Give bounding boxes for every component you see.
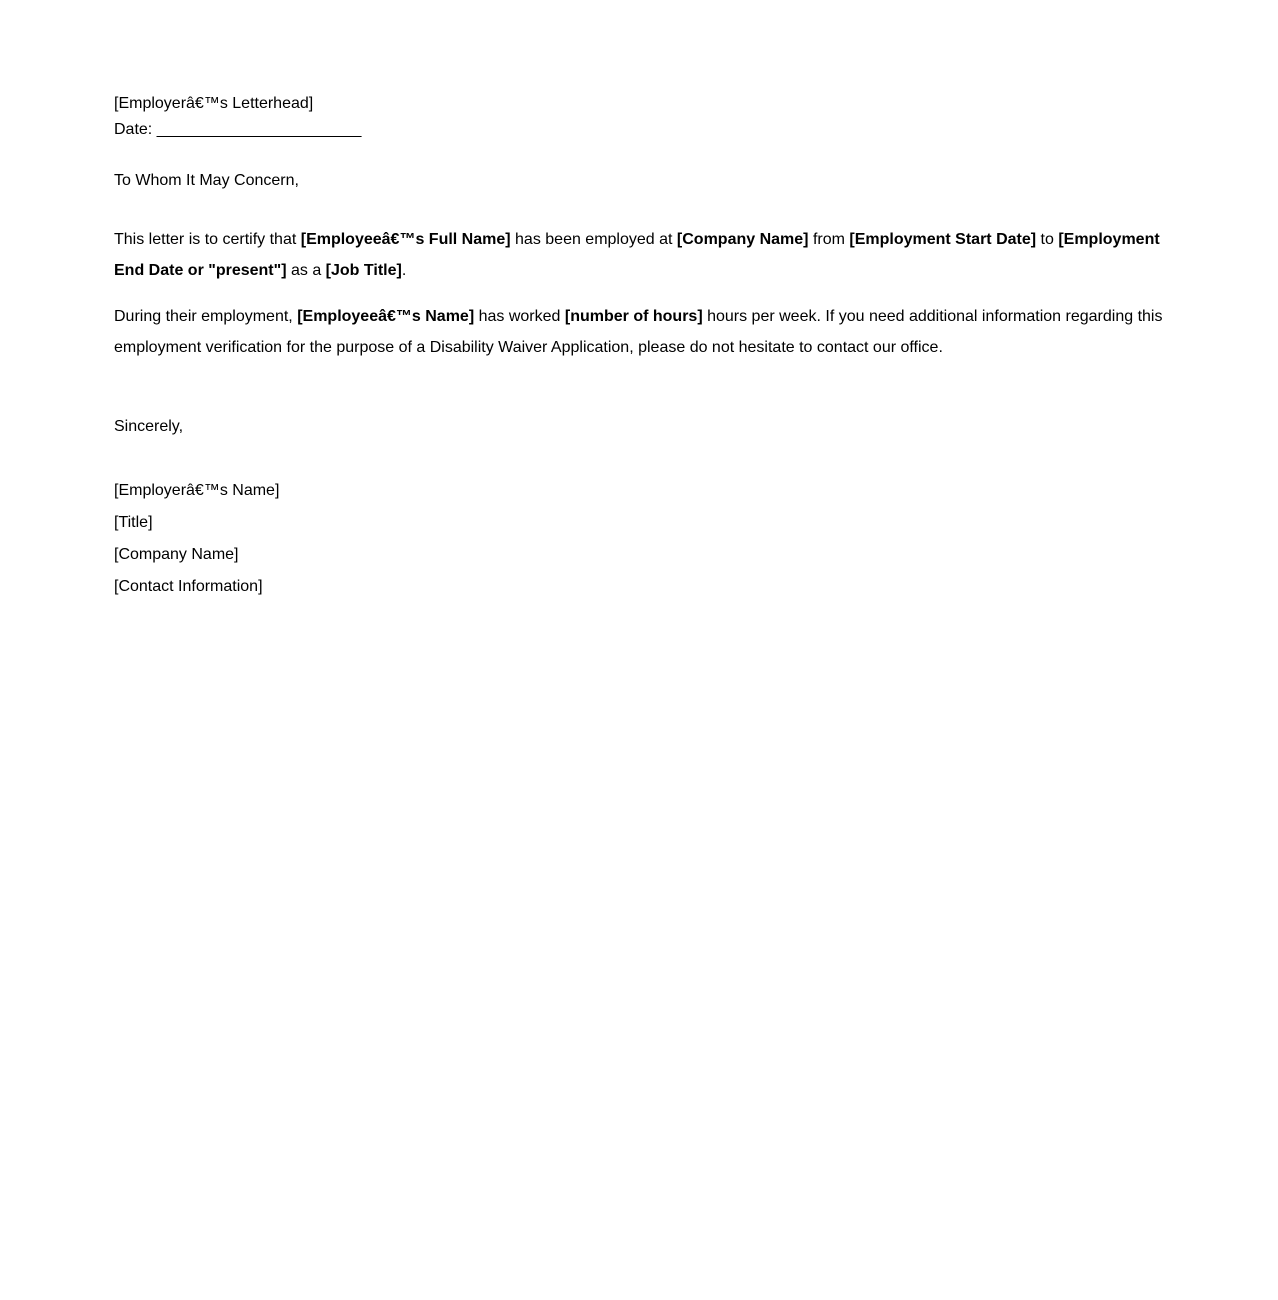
date-label: Date:: [114, 121, 153, 138]
job-title-placeholder: [Job Title]: [325, 262, 402, 279]
signature-title: [Title]: [114, 514, 153, 531]
hours-placeholder: [number of hours]: [564, 308, 703, 325]
certification-paragraph: [114, 224, 1174, 286]
text: .: [401, 262, 407, 279]
text: to: [1036, 231, 1059, 248]
signature-contact-info: [Contact Information]: [114, 578, 263, 595]
text: as a: [286, 262, 326, 279]
text: hours per week. If you need additional information regarding this employment verification for the purpose of a Disability Waiver Application, please do not hesitate to contact our office.: [114, 308, 1163, 356]
hours-paragraph: [114, 301, 1174, 363]
text: from: [808, 231, 850, 248]
letterhead: [Employerâ€™s Letterhead]: [114, 95, 314, 112]
closing: Sincerely,: [114, 418, 184, 435]
start-date-placeholder: [Employment Start Date]: [849, 231, 1037, 248]
end-date-placeholder: [Employment End Date or "present"]: [114, 231, 1160, 279]
text: This letter is to certify that: [114, 231, 301, 248]
text: has been employed at: [510, 231, 677, 248]
salutation: To Whom It May Concern,: [114, 172, 299, 189]
employee-full-name-placeholder: [Employeeâ€™s Full Name]: [300, 231, 511, 248]
company-name-placeholder: [Company Name]: [676, 231, 809, 248]
text: has worked: [474, 308, 565, 325]
text: During their employment,: [114, 308, 298, 325]
date-blank: _______________________: [156, 121, 362, 138]
employee-name-placeholder: [Employeeâ€™s Name]: [297, 308, 475, 325]
signature-employer-name: [Employerâ€™s Name]: [114, 482, 280, 499]
date-line: [114, 120, 361, 140]
signature-company-name: [Company Name]: [114, 546, 239, 563]
